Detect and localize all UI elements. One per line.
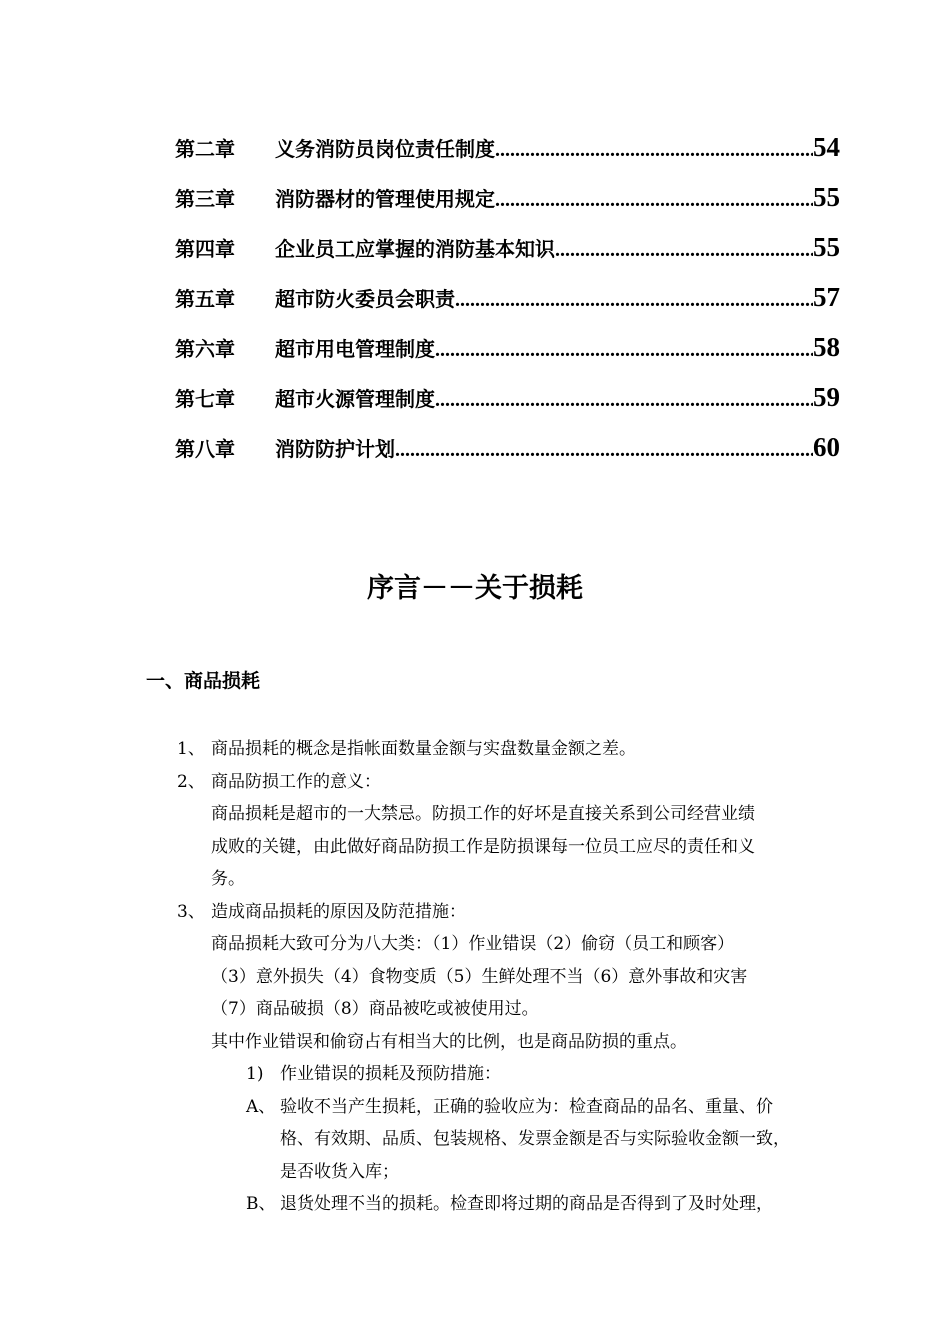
toc-page-number: 55 [813, 232, 840, 262]
sub-list-item [0, 1091, 950, 1124]
paragraph-line [0, 928, 950, 961]
paragraph-line [0, 1156, 950, 1189]
paragraph-line [0, 993, 950, 1026]
toc-chapter-label: 第七章 [175, 387, 235, 411]
paragraph-line [0, 1026, 950, 1059]
toc-chapter-label: 第三章 [175, 187, 235, 211]
sub-list-item [0, 1058, 950, 1091]
toc-entry-title: 超市火源管理制度 [275, 387, 435, 411]
item-text: 商品损耗的概念是指帐面数量金额与实盘数量金额之差。 [211, 739, 636, 759]
paragraph-text: （7）商品破损（8）商品被吃或被使用过。 [211, 999, 539, 1019]
paragraph-text: 商品损耗大致可分为八大类：（1）作业错误（2）偷窃（员工和顾客） [211, 934, 735, 954]
sub-item-number: B、 [246, 1194, 276, 1214]
paragraph-line [0, 1123, 950, 1156]
sub-item-text: 作业错误的损耗及预防措施： [280, 1064, 501, 1084]
list-item [0, 896, 950, 929]
sub-item-text: 退货处理不当的损耗。检查即将过期的商品是否得到了及时处理， [280, 1194, 773, 1214]
sub-list-item [0, 1188, 950, 1221]
item-number: 3、 [177, 901, 205, 922]
toc-chapter-label: 第二章 [175, 137, 235, 161]
toc-dot-leader [435, 389, 813, 412]
paragraph-line [0, 798, 950, 831]
item-text: 造成商品损耗的原因及防范措施： [211, 901, 466, 922]
toc-dot-leader [495, 139, 813, 162]
paragraph-text: 商品损耗是超市的一大禁忌。防损工作的好坏是直接关系到公司经营业绩 [211, 804, 755, 824]
toc-page-number: 57 [813, 282, 840, 312]
toc-chapter-label: 第四章 [175, 237, 235, 261]
item-number: 1、 [177, 739, 205, 759]
toc-entry-title: 超市防火委员会职责 [275, 287, 455, 311]
toc-page-number: 54 [813, 132, 840, 162]
paragraph-text: 务。 [211, 869, 245, 889]
toc-page-number: 59 [813, 382, 840, 412]
toc-entry[interactable] [175, 282, 840, 332]
paragraph-text: （3）意外损失（4）食物变质（5）生鲜处理不当（6）意外事故和灾害 [211, 966, 748, 987]
toc-chapter-label: 第五章 [175, 287, 235, 311]
toc-entry-title: 企业员工应掌握的消防基本知识 [275, 237, 555, 261]
item-number: 2、 [177, 771, 205, 792]
table-of-contents [175, 132, 840, 482]
toc-entry-title: 消防防护计划 [275, 437, 395, 461]
toc-entry[interactable] [175, 232, 840, 282]
toc-dot-leader [435, 339, 813, 362]
list-item [0, 733, 950, 766]
toc-chapter-label: 第八章 [175, 437, 235, 461]
toc-entry[interactable] [175, 382, 840, 432]
toc-entry[interactable] [175, 432, 840, 482]
sub-item-text: 验收不当产生损耗，正确的验收应为：检查商品的品名、重量、价 [280, 1096, 773, 1117]
toc-page-number: 60 [813, 432, 840, 462]
toc-dot-leader [395, 439, 813, 462]
toc-entry[interactable] [175, 132, 840, 182]
toc-entry-title: 义务消防员岗位责任制度 [275, 137, 495, 161]
toc-dot-leader [455, 289, 813, 312]
preface-title: 序言－－关于损耗 [367, 573, 583, 604]
toc-entry-title: 超市用电管理制度 [275, 337, 435, 361]
paragraph-line [0, 961, 950, 994]
sub-item-number: 1) [246, 1064, 264, 1084]
paragraph-text: 其中作业错误和偷窃占有相当大的比例，也是商品防损的重点。 [211, 1031, 687, 1052]
paragraph-line [0, 863, 950, 896]
item-text: 商品防损工作的意义： [211, 771, 381, 792]
toc-dot-leader [555, 239, 813, 262]
toc-page-number: 55 [813, 182, 840, 212]
paragraph-line [0, 831, 950, 864]
toc-entry[interactable] [175, 182, 840, 232]
sub-item-text: 是否收货入库； [280, 1161, 399, 1182]
toc-dot-leader [495, 189, 813, 212]
list-item [0, 766, 950, 799]
section-heading: 一、商品损耗 [146, 670, 261, 692]
document-body [0, 733, 950, 1221]
sub-item-text: 格、有效期、品质、包装规格、发票金额是否与实际验收金额一致， [280, 1129, 790, 1149]
toc-chapter-label: 第六章 [175, 337, 235, 361]
paragraph-text: 成败的关键，由此做好商品防损工作是防损课每一位员工应尽的责任和义 [211, 836, 755, 857]
sub-item-number: A、 [246, 1096, 276, 1117]
toc-entry-title: 消防器材的管理使用规定 [275, 187, 495, 211]
toc-page-number: 58 [813, 332, 840, 362]
toc-entry[interactable] [175, 332, 840, 382]
